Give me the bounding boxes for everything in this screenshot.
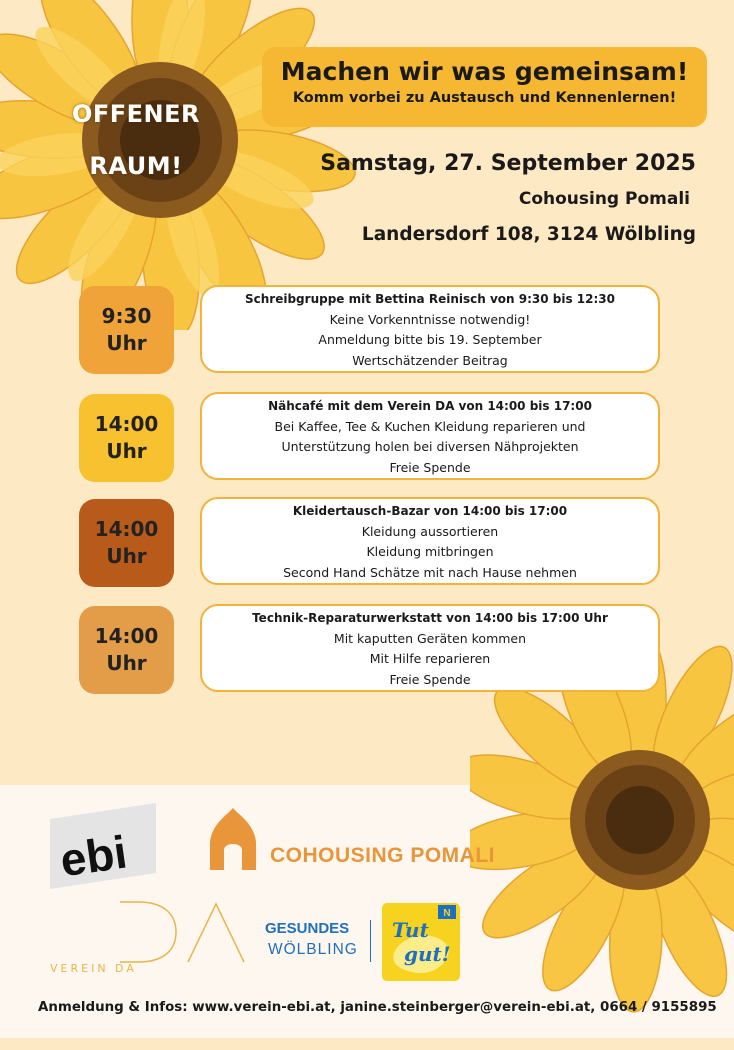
card-line: Bei Kaffee, Tee & Kuchen Kleidung reparieren und [274, 418, 586, 434]
event-place: Cohousing Pomali [518, 189, 690, 209]
tut-gut-logo [382, 903, 460, 981]
card-line: Unterstützung holen bei diversen Nähprojekten [281, 439, 579, 454]
schedule-card [200, 392, 660, 480]
event-address: Landersdorf 108, 3124 Wölbling [361, 224, 696, 245]
card-line: Freie Spende [389, 459, 471, 475]
card-line: Second Hand Schätze mit nach Hause nehmen [283, 564, 577, 580]
card-title: Schreibgruppe mit Bettina Reinisch von 9:30 bis 12:30 [245, 292, 615, 306]
card-title: Kleidertausch-Bazar von 14:00 bis 17:00 [292, 504, 568, 518]
footer-contact: Anmeldung & Infos: www.verein-ebi.at, janine.steinberger@verein-ebi.at, 0664 / 9155895 [38, 1000, 717, 1015]
schedule-card [200, 604, 660, 692]
time-badge [79, 394, 174, 482]
headline: Machen wir was gemeinsam! [280, 57, 689, 86]
card-line: Mit kaputten Geräten kommen [333, 630, 527, 646]
tut-gut-line-2: gut! [404, 942, 451, 966]
tut-gut-line-1: Tut [392, 918, 429, 942]
time-value: 14:00 [94, 412, 159, 436]
offener-raum-badge [56, 88, 216, 192]
card-title: Technik-Reparaturwerkstatt von 14:00 bis 17:00 Uhr [252, 611, 608, 625]
time-value: 14:00 [94, 624, 159, 648]
verein-da-mark-text: DA [118, 900, 120, 901]
subheadline: Komm vorbei zu Austausch und Kennenlernen! [292, 90, 677, 106]
time-unit: Uhr [106, 439, 147, 463]
card-line: Keine Vorkenntnisse notwendig! [329, 311, 531, 327]
time-badge [79, 286, 174, 374]
cohousing-pomali-logo: COHOUSING POMALI [270, 844, 496, 867]
badge-line-1: OFFENER [71, 100, 201, 128]
time-unit: Uhr [106, 331, 147, 355]
card-line: Anmeldung bitte bis 19. September [318, 332, 542, 347]
cohousing-pomali-house-icon [206, 806, 260, 872]
card-line: Freie Spende [389, 671, 471, 687]
ebi-logo [50, 803, 158, 891]
card-line: Wertschätzender Beitrag [352, 352, 508, 368]
card-title: Nähcafé mit dem Verein DA von 14:00 bis 17:00 [268, 399, 592, 413]
gesundes-woelbling-logo-bottom: WÖLBLING [268, 941, 358, 958]
verein-da-logo-mark [118, 900, 246, 966]
noe-mark: N [443, 908, 451, 919]
card-line: Kleidung aussortieren [361, 523, 499, 539]
headline-banner [262, 47, 707, 127]
sunflower-bottom-right-image [470, 630, 734, 1050]
time-value: 14:00 [94, 517, 159, 541]
time-unit: Uhr [106, 651, 147, 675]
schedule-card [200, 497, 660, 585]
card-line: Mit Hilfe reparieren [369, 651, 491, 666]
verein-da-label: VEREIN DA [50, 962, 137, 975]
time-badge [79, 499, 174, 587]
time-unit: Uhr [106, 544, 147, 568]
gesundes-woelbling-logo-top: GESUNDES [265, 920, 350, 937]
card-line: Kleidung mitbringen [366, 544, 494, 559]
ebi-logo-text: ebi [57, 825, 131, 887]
time-value: 9:30 [101, 304, 152, 328]
event-date: Samstag, 27. September 2025 [320, 151, 696, 176]
schedule-card [200, 285, 660, 373]
badge-line-2: RAUM! [89, 152, 183, 180]
time-badge [79, 606, 174, 694]
logo-divider [370, 920, 371, 962]
